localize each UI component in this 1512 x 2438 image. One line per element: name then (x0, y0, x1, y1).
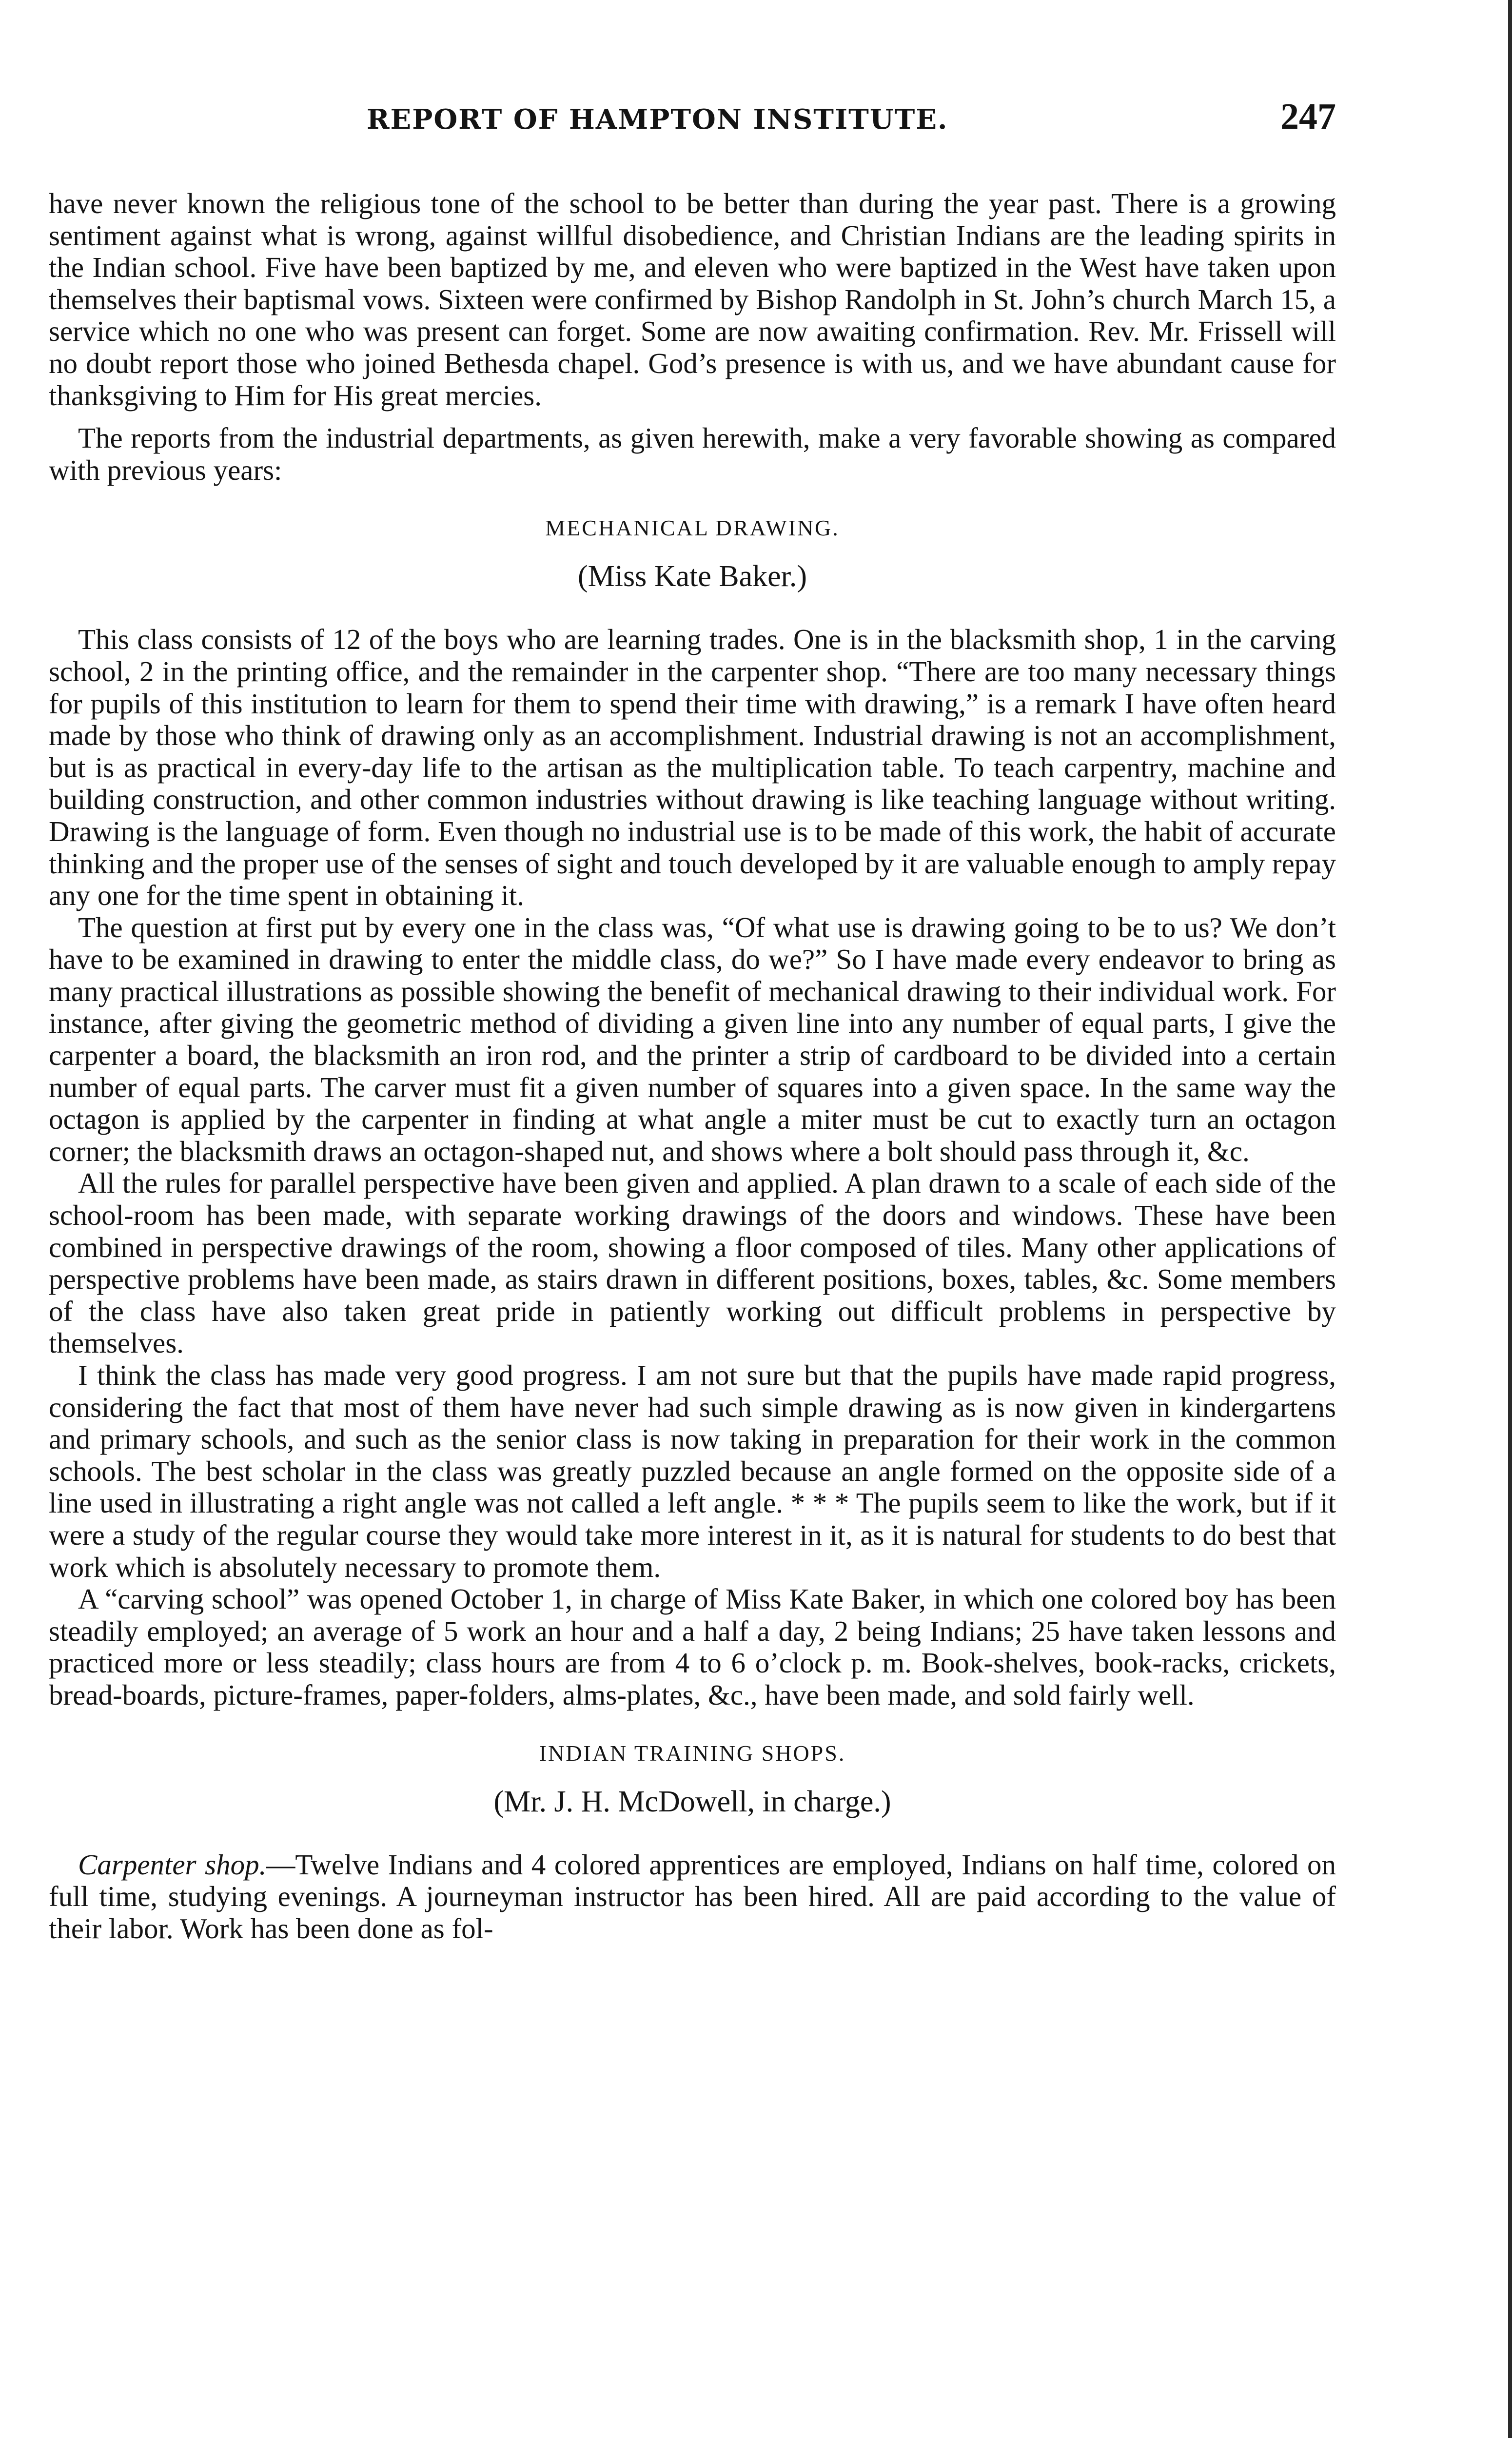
section-byline-indian-training-shops: (Mr. J. H. McDowell, in charge.) (493, 1785, 891, 1818)
section-heading-indian-training-shops: INDIAN TRAINING SHOPS. (539, 1740, 846, 1766)
intro-paragraph-continued: have never known the religious tone of the school to be better than during the year past. There is a growing sentiment against what is wrong, against willful disobedience, and Christian Indians are the leading spirits in the Indian school. Five have been baptized by me, and eleven who were baptized in the West have taken upon themselves their baptismal vows. Sixteen were confirmed by Bishop Randolph in St. John’s church March 15, a service which no one who was present can forget. Some are now awaiting confirmation. Rev. Mr. Frissell will no doubt report those who joined Bethesda chapel. God’s presence is with us, and we have abundant cause for thanksgiving to Him for His great mercies. (49, 187, 1336, 412)
mechanical-drawing-paragraph: The question at first put by every one in the class was, “Of what use is drawing going to be to us? We don’t have to be examined in drawing to enter the middle class, do we?” So I have made every endeavor to bring as many practical illustrations as possible showing the benefit of mechanical drawing to their individual work. For instance, after giving the geometric method of dividing a given line into any number of equal parts, I give the carpenter a board, the blacksmith an iron rod, and the printer a strip of cardboard to be divided into a certain number of equal parts. The carver must fit a given number of squares into a given space. In the same way the octagon is applied by the carpenter in finding at what angle a miter must be cut to exactly turn an octagon corner; the blacksmith draws an octagon-shaped nut, and shows where a bolt should pass through it, &c. (49, 911, 1336, 1167)
carpenter-shop-lead: Carpenter shop. (78, 1848, 267, 1881)
page-edge-shadow (1508, 0, 1512, 2438)
running-title: REPORT OF HAMPTON INSTITUTE. (367, 103, 948, 136)
page-number: 247 (1280, 96, 1336, 137)
section-heading-mechanical-drawing: MECHANICAL DRAWING. (545, 515, 840, 541)
page-body (49, 188, 1336, 1945)
mechanical-drawing-paragraph: I think the class has made very good progress. I am not sure but that the pupils have made rapid progress, considering the fact that most of them have never had such simple drawing as is now given in kindergartens and primary schools, and such as the senior class is now taking in preparation for their work in the common schools. The best scholar in the class was greatly puzzled because an angle formed on the opposite side of a line used in illustrating a right angle was not called a left angle. * * * The pupils seem to like the work, but if it were a study of the regular course they would take more interest in it, as it is natural for students to do best that work which is absolutely necessary to promote them. (49, 1359, 1336, 1583)
intro-paragraph: The reports from the industrial departments, as given herewith, make a very favorable showing as compared with previous years: (49, 422, 1336, 486)
section-byline-mechanical-drawing: (Miss Kate Baker.) (577, 560, 807, 593)
carpenter-shop-paragraph (49, 1849, 1336, 1945)
mechanical-drawing-paragraph: This class consists of 12 of the boys who are learning trades. One is in the blacksmith shop, 1 in the carving school, 2 in the printing office, and the remainder in the carpenter shop. “There are too many necessary things for pupils of this institution to learn for them to spend their time with drawing,” is a remark I have often heard made by those who think of drawing only as an accomplishment. Industrial drawing is not an accomplishment, but is as practical in every-day life to the artisan as the multiplication table. To teach carpentry, machine and building construction, and other common industries without drawing is like teaching language without writing. Drawing is the language of form. Even though no industrial use is to be made of this work, the habit of accurate thinking and the proper use of the senses of sight and touch developed by it are valuable enough to amply repay any one for the time spent in obtaining it. (49, 623, 1336, 912)
mechanical-drawing-paragraph: All the rules for parallel perspective have been given and applied. A plan drawn to a scale of each side of the school-room has been made, with separate working drawings of the doors and windows. These have been combined in perspective drawings of the room, showing a floor composed of tiles. Many other applications of perspective problems have been made, as stairs drawn in different positions, boxes, tables, &c. Some members of the class have also taken great pride in patiently working out difficult problems in perspective by themselves. (49, 1167, 1336, 1359)
page-header (49, 96, 1336, 149)
carpenter-shop-text: —Twelve Indians and 4 colored apprentices are employed, Indians on half time, colored on full time, studying evenings. A journeyman instructor has been hired. All are paid according to the value of their labor. Work has been done as fol- (49, 1848, 1336, 1945)
carving-school-paragraph: A “carving school” was opened October 1, in charge of Miss Kate Baker, in which one colored boy has been steadily employed; an average of 5 work an hour and a half a day, 2 being Indians; 25 have taken lessons and practiced more or less steadily; class hours are from 4 to 6 o’clock p. m. Book-shelves, book-racks, crickets, bread-boards, picture-frames, paper-folders, alms-plates, &c., have been made, and sold fairly well. (49, 1583, 1336, 1711)
